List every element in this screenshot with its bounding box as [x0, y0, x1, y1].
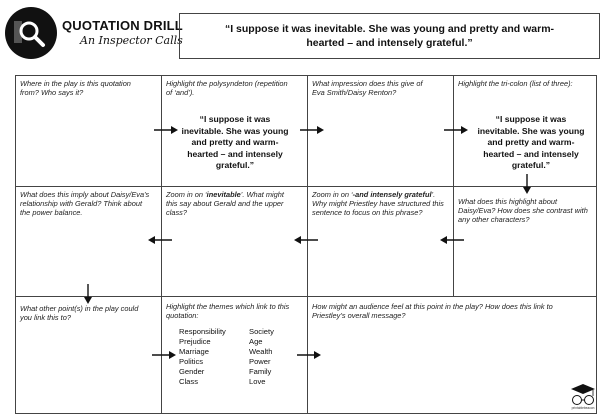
theme-item: Love — [249, 377, 266, 386]
graduate-badge-icon — [565, 382, 601, 410]
cell-polysyndeton: Highlight the polysyndeton (repetition of ‘and’). — [166, 79, 288, 97]
arrow-left-icon — [294, 236, 318, 244]
cell-zoom-grateful: Zoom in on ‘-and intensely grateful’. Why might Priestley have structured this sentence to focus on this phrase? — [312, 190, 444, 217]
theme-item: Society — [249, 327, 274, 336]
grid-divider — [16, 186, 596, 187]
theme-item: Wealth — [249, 347, 273, 356]
arrow-left-icon — [148, 236, 172, 244]
arrow-right-icon — [444, 126, 468, 134]
arrow-right-icon — [152, 351, 176, 359]
themes-list-left — [179, 327, 226, 387]
page-title: QUOTATION DRILL — [62, 18, 183, 33]
page-subtitle: An Inspector Calls — [80, 34, 183, 47]
cell-relationship: What does this imply about Daisy/Eva’s relationship with Gerald? Think about the power balance. — [20, 190, 150, 217]
svg-text:printablebeacon: printablebeacon — [571, 406, 595, 410]
cell-contrast: What does this highlight about Daisy/Eva? How does she contrast with any other characters? — [458, 197, 588, 224]
magnifier-logo-icon — [4, 6, 58, 60]
theme-item: Marriage — [179, 347, 209, 356]
cell-other-points: What other point(s) in the play could you link this to? — [20, 304, 139, 322]
grid-divider — [16, 296, 596, 297]
theme-item: Class — [179, 377, 198, 386]
theme-item: Politics — [179, 357, 204, 366]
themes-list-right — [249, 327, 274, 387]
theme-item: Power — [249, 357, 271, 366]
arrow-right-icon — [297, 351, 321, 359]
theme-item: Age — [249, 337, 263, 346]
cell-where-in-play: Where in the play is this quotation from? Who says it? — [20, 79, 131, 97]
arrow-right-icon — [300, 126, 324, 134]
cell-audience: How might an audience feel at this point in the play? How does this link to Priestley’s overall message? — [312, 302, 553, 320]
theme-item: Family — [249, 367, 272, 376]
cell-polysyndeton-quote: “I suppose it was inevitable. She was young and pretty and warm-hearted – and intensely grateful.” — [181, 114, 289, 170]
cell-impression: What impression does this give of Eva Smith/Daisy Renton? — [312, 79, 423, 97]
cell-tricolon: Highlight the tri-colon (list of three): — [458, 79, 573, 88]
arrow-down-icon — [523, 174, 531, 194]
arrow-left-icon — [440, 236, 464, 244]
cell-zoom-inevitable: Zoom in on ‘inevitable’. What might this say about Gerald and the upper class? — [166, 190, 284, 217]
main-quotation: “I suppose it was inevitable. She was young and pretty and warm-hearted – and intensely grateful.” — [179, 13, 600, 59]
activity-grid — [15, 75, 597, 414]
arrow-down-icon — [84, 284, 92, 304]
theme-item: Responsibility — [179, 327, 226, 336]
arrow-right-icon — [154, 126, 178, 134]
cell-themes: Highlight the themes which link to this quotation: — [166, 302, 290, 320]
theme-item: Gender — [179, 367, 205, 376]
cell-tricolon-quote: “I suppose it was inevitable. She was young and pretty and warm-hearted – and intensely grateful.” — [477, 114, 585, 170]
theme-item: Prejudice — [179, 337, 211, 346]
